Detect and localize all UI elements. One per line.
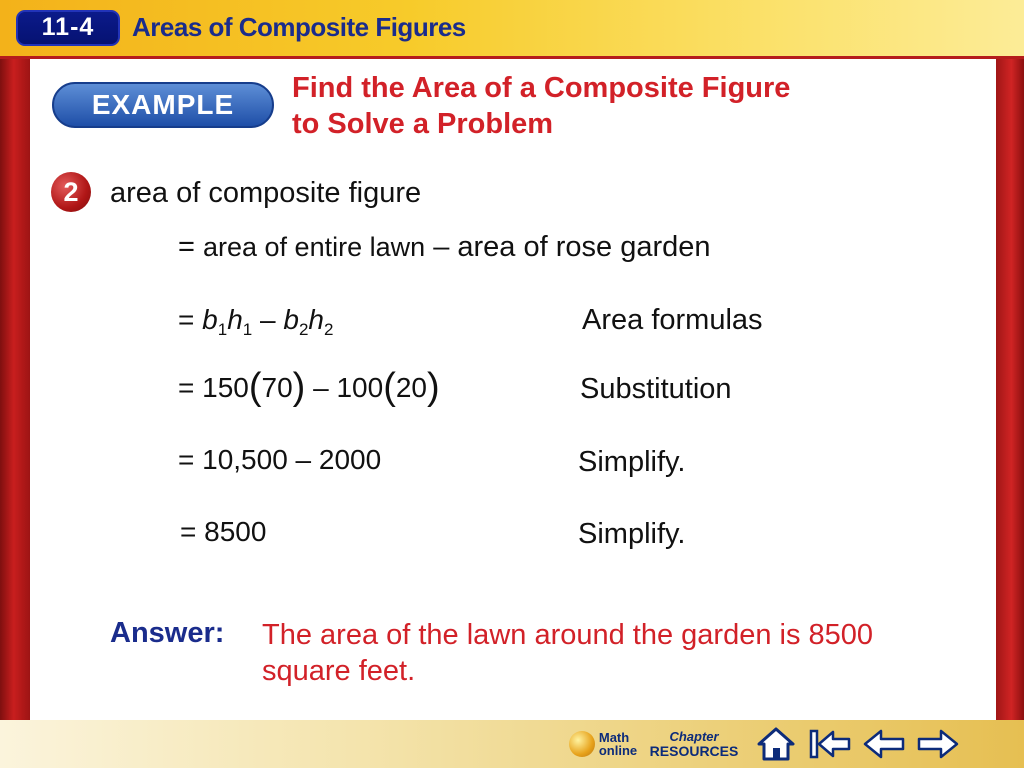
home-icon (756, 726, 796, 762)
chapter-line2: RESOURCES (649, 743, 739, 759)
work-line-6: = 8500 (180, 516, 267, 547)
subscript: 1 (217, 320, 228, 339)
step-number-badge: 2 (51, 172, 91, 212)
area-rose-garden: – area of rose garden (433, 231, 711, 263)
chapter-line1: Chapter (669, 729, 719, 744)
reason-simplify-1: Simplify. (578, 446, 686, 478)
lesson-number-badge: 11-4 (16, 10, 120, 46)
reason-substitution: Substitution (580, 373, 732, 405)
reason-area-formulas: Area formulas (582, 304, 763, 336)
subscript: 2 (324, 320, 334, 339)
reason-simplify-2: Simplify. (578, 518, 686, 550)
header-bar (0, 0, 1024, 59)
value-100: 100 (336, 372, 384, 403)
globe-icon (569, 731, 595, 757)
example-title: Find the Area of a Composite Figure to Solve a Problem (292, 72, 791, 140)
home-button[interactable] (752, 724, 800, 764)
next-slide-button[interactable] (914, 724, 962, 764)
value-20: 20 (395, 372, 427, 403)
minus-sign: – (313, 372, 329, 403)
work-line-2 (178, 231, 711, 264)
math-online-line2: online (598, 743, 638, 758)
next-arrow-icon (916, 726, 960, 762)
math-online-line1: Math (598, 730, 630, 745)
lesson-title: Areas of Composite Figures (132, 12, 466, 42)
area-entire-lawn: area of entire lawn (203, 232, 426, 262)
var-h2: h (308, 304, 324, 335)
var-b2: b (283, 304, 299, 335)
work-line-5: = 10,500 – 2000 (178, 444, 382, 475)
math-online-button[interactable] (566, 724, 640, 764)
answer-text: The area of the lawn around the garden is 8500 square feet. (262, 619, 874, 687)
equals-sign: = (178, 231, 195, 263)
right-frame-bar (996, 0, 1024, 768)
var-b1: b (202, 304, 218, 335)
minus-sign: – (260, 304, 276, 335)
equals-sign: = (178, 372, 195, 403)
answer-label: Answer: (110, 617, 225, 649)
left-frame-bar (0, 0, 30, 768)
var-h1: h (227, 304, 243, 335)
value-70: 70 (261, 372, 293, 403)
first-slide-button[interactable] (806, 724, 854, 764)
subscript: 2 (298, 320, 309, 339)
work-line-3 (178, 304, 333, 340)
first-slide-icon (808, 726, 852, 762)
value-150: 150 (202, 372, 249, 403)
equals-sign: = (178, 304, 195, 335)
work-line-1: area of composite figure (110, 177, 422, 209)
work-line-4: = 150(70) – 100(20) (178, 366, 440, 408)
previous-arrow-icon (862, 726, 906, 762)
chapter-resources-button[interactable] (646, 724, 742, 764)
previous-slide-button[interactable] (860, 724, 908, 764)
example-badge: EXAMPLE (52, 82, 274, 128)
subscript: 1 (242, 320, 253, 339)
